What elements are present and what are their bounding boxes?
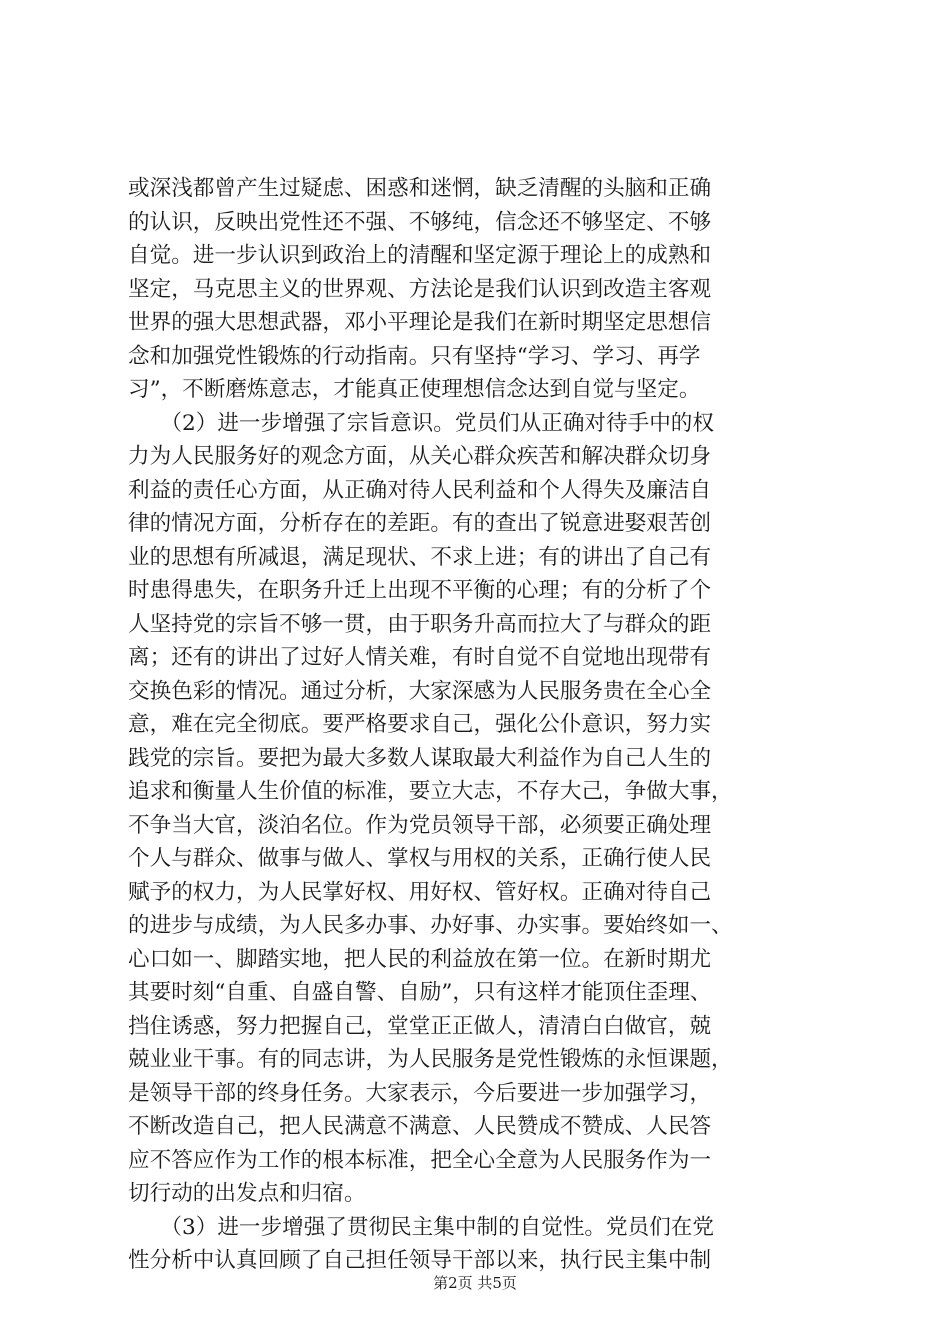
text-line: 性分析中认真回顾了自己担任领导干部以来，执行民主集中制 (128, 1248, 712, 1273)
text-line: 其要时刻“自重、自盛自警、自励”，只有这样才能顶住歪理、 (128, 980, 712, 1005)
body-text (128, 172, 832, 1278)
text-line: 是领导干部的终身任务。大家表示，今后要进一步加强学习， (128, 1080, 712, 1106)
text-line: 个人与群众、做事与做人、掌权与用权的关系，正确行使人民 (128, 846, 712, 871)
text-line: 或深浅都曾产生过疑虑、困惑和迷惘，缺乏清醒的头脑和正确 (128, 176, 712, 201)
text-line: 不争当大官，淡泊名位。作为党员领导干部，必须要正确处理 (128, 812, 712, 838)
text-line: 坚定，马克思主义的世界观、方法论是我们认识到改造主客观 (128, 276, 712, 302)
text-line: 念和加强党性锻炼的行动指南。只有坚持“学习、学习、再学 (128, 343, 701, 369)
page-footer: 第2页 共5页 (433, 1274, 517, 1292)
text-line: 应不答应作为工作的根本标准，把全心全意为人民服务作为一 (128, 1147, 712, 1173)
text-line: 力为人民服务好的观念方面，从关心群众疾苦和解决群众切身 (128, 444, 712, 469)
text-line: （3）进一步增强了贯彻民主集中制的自觉性。党员们在党 (128, 1214, 714, 1240)
text-line: 兢业业干事。有的同志讲，为人民服务是党性锻炼的永恒课题， (128, 1047, 733, 1072)
text-line: 挡住诱惑，努力把握自己，堂堂正正做人，清清白白做官，兢 (128, 1013, 712, 1039)
text-line: 自觉。进一步认识到政治上的清醒和坚定源于理论上的成熟和 (128, 243, 712, 268)
text-line: （2）进一步增强了宗旨意识。党员们从正确对待手中的权 (128, 410, 714, 436)
text-line: 世界的强大思想武器，邓小平理论是我们在新时期坚定思想信 (128, 310, 712, 335)
text-line: 律的情况方面，分析存在的差距。有的查出了锐意进娶艰苦创 (128, 511, 712, 536)
text-line: 时患得患失，在职务升迁上出现不平衡的心理；有的分析了个 (128, 578, 712, 603)
text-line: 意，难在完全彻底。要严格要求自己，强化公仆意识，努力实 (128, 712, 712, 737)
text-line: 践党的宗旨。要把为最大多数人谋取最大利益作为自己人生的 (128, 745, 712, 771)
text-line: 切行动的出发点和归宿。 (128, 1181, 366, 1206)
text-line: 利益的责任心方面，从正确对待人民利益和个人得失及廉洁自 (128, 477, 712, 503)
text-line: 习”，不断磨炼意志，才能真正使理想信念达到自觉与坚定。 (128, 377, 701, 402)
text-line: 的进步与成绩，为人民多办事、办好事、办实事。要始终如一、 (128, 913, 733, 938)
text-line: 的认识，反映出党性还不强、不够纯，信念还不够坚定、不够 (128, 209, 712, 235)
text-line: 心口如一、脚踏实地，把人民的利益放在第一位。在新时期尤 (128, 946, 712, 972)
text-line: 离；还有的讲出了过好人情关难，有时自觉不自觉地出现带有 (128, 645, 712, 670)
text-line: 业的思想有所减退，满足现状、不求上进；有的讲出了自己有 (128, 544, 712, 570)
text-line: 交换色彩的情况。通过分析，大家深感为人民服务贵在全心全 (128, 678, 712, 704)
text-line: 追求和衡量人生价值的标准，要立大志，不存大己，争做大事， (128, 779, 733, 804)
text-line: 赋予的权力，为人民掌好权、用好权、管好权。正确对待自己 (128, 879, 712, 905)
text-line: 人坚持党的宗旨不够一贯，由于职务升高而拉大了与群众的距 (128, 611, 712, 637)
text-line: 不断改造自己，把人民满意不满意、人民赞成不赞成、人民答 (128, 1114, 712, 1139)
